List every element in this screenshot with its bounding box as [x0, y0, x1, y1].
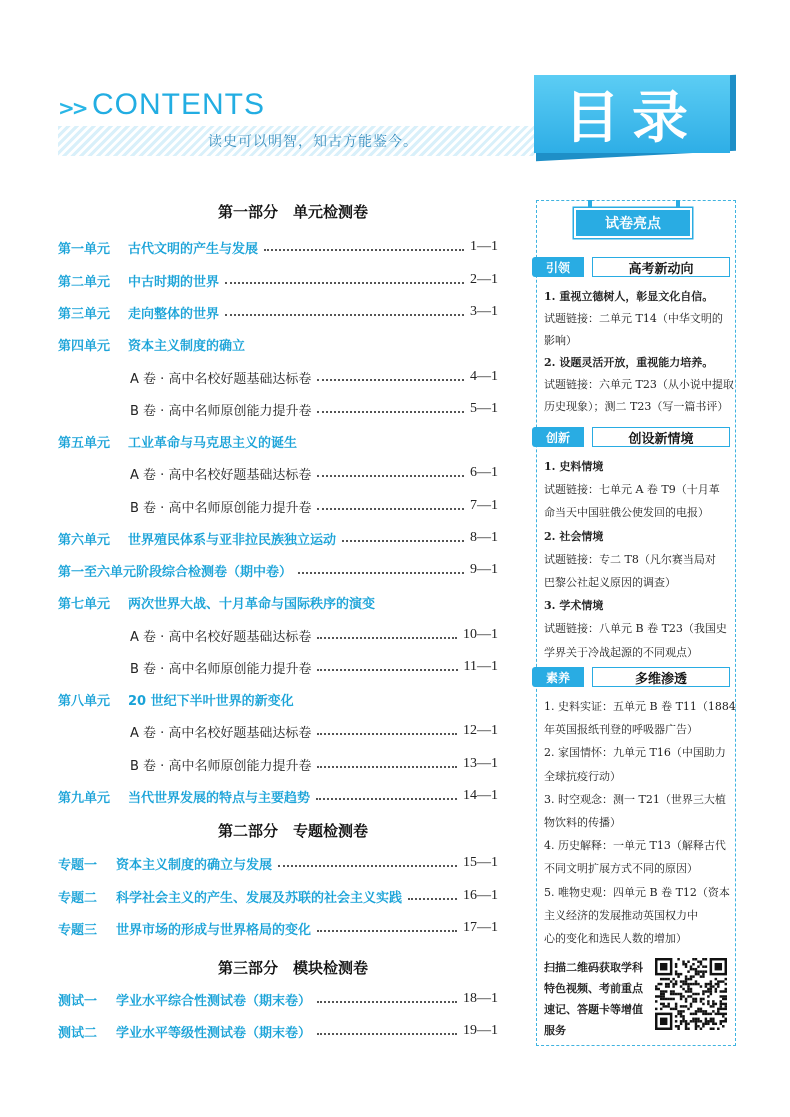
page-number: 5—1 [470, 401, 498, 416]
toc-unit-number: 第三单元 [58, 306, 111, 322]
part-heading: 第二部分 专题检测卷 [217, 822, 368, 840]
sidebar-line: 主义经济的发展推动英国权力中 [544, 909, 698, 922]
leader-dots [408, 898, 457, 900]
toc-row[interactable] [58, 334, 498, 354]
part-heading: 第一部分 单元检测卷 [217, 203, 368, 221]
section-tag: 创新 [532, 427, 584, 447]
toc-row[interactable] [130, 496, 498, 516]
page-number: 16—1 [463, 888, 498, 903]
qr-caption: 扫描二维码获取学科特色视频、考前重点速记、答题卡等增值服务 [544, 961, 643, 1037]
toc-unit-number: 第四单元 [58, 338, 111, 354]
toc-row[interactable] [58, 989, 498, 1009]
sidebar-line: 命当天中国驻俄公使发回的电报） [544, 506, 709, 519]
toc-title: A 卷 · 高中名校好题基础达标卷 [130, 371, 312, 387]
toc-title: A 卷 · 高中名校好题基础达标卷 [130, 467, 312, 483]
highlights-tab: 试卷亮点 [574, 208, 692, 238]
leader-dots [317, 930, 457, 932]
toc-title: 世界市场的形成与世界格局的变化 [116, 922, 312, 938]
toc-row[interactable] [130, 625, 498, 645]
sidebar-line: 2. 设题灵活开放，重视能力培养。 [544, 356, 714, 369]
toc-row[interactable] [58, 270, 498, 290]
sidebar-line: 试题链接：六单元 T23（从小说中提取 [544, 378, 734, 391]
sidebar-line: 1. 史料情境 [544, 460, 604, 473]
page-number: 6—1 [470, 465, 498, 480]
section-name: 多维渗透 [592, 667, 730, 687]
leader-dots [316, 798, 457, 800]
section-name: 创设新情境 [592, 427, 730, 447]
toc-row[interactable] [58, 853, 498, 873]
toc-row[interactable] [58, 431, 498, 451]
sidebar-section-header [532, 257, 730, 277]
page-number: 9—1 [470, 562, 498, 577]
leader-dots [298, 572, 464, 574]
chevron-decoration: >> [58, 96, 86, 120]
sidebar-line: 物饮料的传播） [544, 816, 621, 829]
toc-title: 古代文明的产生与发展 [128, 241, 259, 257]
toc-row[interactable] [58, 560, 498, 580]
page-number: 17—1 [463, 920, 498, 935]
toc-row[interactable] [130, 367, 498, 387]
page-number: 12—1 [463, 723, 498, 738]
toc-row[interactable] [130, 399, 498, 419]
sidebar-line: 年英国报纸刊登的呼吸器广告） [544, 723, 698, 736]
toc-row[interactable] [58, 1021, 498, 1041]
toc-title: A 卷 · 高中名校好题基础达标卷 [130, 725, 312, 741]
page-number: 11—1 [463, 659, 498, 674]
toc-unit-number: 测试一 [58, 993, 98, 1009]
toc-unit-number: 第一单元 [58, 241, 111, 257]
toc-title: B 卷 · 高中名师原创能力提升卷 [130, 758, 312, 774]
sidebar-line: 影响） [544, 334, 577, 347]
page-number: 15—1 [463, 855, 498, 870]
toc-row[interactable] [130, 721, 498, 741]
toc-row[interactable] [58, 918, 498, 938]
toc-unit-number: 专题二 [58, 890, 98, 906]
sidebar-line: 试题链接：二单元 T14（中华文明的 [544, 312, 723, 325]
leader-dots [225, 282, 464, 284]
sidebar-section-header [532, 667, 730, 687]
toc-title: 科学社会主义的产生、发展及苏联的社会主义实践 [116, 890, 403, 906]
sidebar-line: 全球抗疫行动） [544, 770, 621, 783]
leader-dots [317, 508, 464, 510]
motto: 读史可以明智，知古方能鉴今。 [208, 134, 418, 150]
toc-row[interactable] [58, 528, 498, 548]
page-number: 3—1 [470, 304, 498, 319]
toc-row[interactable] [58, 592, 498, 612]
part-heading: 第三部分 模块检测卷 [217, 959, 368, 977]
leader-dots [317, 766, 457, 768]
leader-dots [317, 733, 457, 735]
toc-title: B 卷 · 高中名师原创能力提升卷 [130, 661, 312, 677]
toc-title: A 卷 · 高中名校好题基础达标卷 [130, 629, 312, 645]
toc-title: 当代世界发展的特点与主要趋势 [128, 790, 311, 806]
sidebar-line: 3. 学术情境 [544, 599, 604, 612]
page-number: 8—1 [470, 530, 498, 545]
leader-dots [317, 669, 457, 671]
page-number: 13—1 [463, 756, 498, 771]
toc-unit-number: 专题一 [58, 857, 98, 873]
sidebar-line: 试题链接：八单元 B 卷 T23（我国史 [544, 622, 727, 635]
toc-row[interactable] [130, 657, 498, 677]
sidebar-line: 2. 社会情境 [544, 530, 604, 543]
page-number: 1—1 [470, 239, 498, 254]
sidebar-line: 巴黎公社起义原因的调查） [544, 576, 676, 589]
toc-row[interactable] [58, 237, 498, 257]
toc-unit-number: 第九单元 [58, 790, 111, 806]
toc-unit-number: 第六单元 [58, 532, 111, 548]
toc-row[interactable] [130, 463, 498, 483]
leader-dots [317, 379, 464, 381]
leader-dots [317, 475, 464, 477]
toc-title: 20 世纪下半叶世界的新变化 [128, 693, 294, 709]
toc-title: B 卷 · 高中名师原创能力提升卷 [130, 500, 312, 516]
page-number: 18—1 [463, 991, 498, 1006]
sidebar-line: 不同文明扩展方式不同的原因） [544, 862, 698, 875]
leader-dots [317, 1033, 457, 1035]
qr-code-icon[interactable] [655, 958, 727, 1030]
sidebar-line: 1. 史料实证：五单元 B 卷 T11（1884 [544, 700, 736, 713]
toc-row[interactable] [58, 886, 498, 906]
leader-dots [278, 865, 457, 867]
toc-row[interactable] [58, 786, 498, 806]
page-number: 14—1 [463, 788, 498, 803]
toc-title: 学业水平综合性测试卷（期末卷） [116, 993, 312, 1009]
contents-label: CONTENTS [92, 88, 265, 121]
toc-unit-number: 专题三 [58, 922, 98, 938]
leader-dots [317, 1001, 457, 1003]
toc-unit-number: 第八单元 [58, 693, 111, 709]
leader-dots [317, 411, 464, 413]
toc-title: 中古时期的世界 [128, 274, 220, 290]
leader-dots [225, 314, 464, 316]
sidebar-line: 3. 时空观念：测一 T21（世界三大植 [544, 793, 726, 806]
sidebar-line: 5. 唯物史观：四单元 B 卷 T12（资本 [544, 886, 730, 899]
mulu-title: 目录 [534, 75, 730, 153]
toc-title: 资本主义制度的确立 [128, 338, 246, 354]
page-number: 4—1 [470, 369, 498, 384]
section-tag: 素养 [532, 667, 584, 687]
toc-row[interactable] [58, 302, 498, 322]
sidebar-section-header [532, 427, 730, 447]
toc-unit-number: 测试二 [58, 1025, 98, 1041]
sidebar-line: 4. 历史解释：一单元 T13（解释古代 [544, 839, 726, 852]
toc-title: 走向整体的世界 [128, 306, 220, 322]
section-tag: 引领 [532, 257, 584, 277]
toc-title: 资本主义制度的确立与发展 [116, 857, 273, 873]
sidebar-line: 1. 重视立德树人，彰显文化自信。 [544, 290, 714, 303]
sidebar-line: 试题链接：七单元 A 卷 T9（十月革 [544, 483, 720, 496]
leader-dots [317, 637, 457, 639]
sidebar-line: 学界关于冷战起源的不同观点） [544, 646, 698, 659]
toc-unit-number: 第二单元 [58, 274, 111, 290]
page-number: 2—1 [470, 272, 498, 287]
toc-title: 第一至六单元阶段综合检测卷（期中卷） [58, 564, 293, 580]
page-number: 7—1 [470, 498, 498, 513]
sidebar-line: 历史现象）；测二 T23（写一篇书评） [544, 400, 729, 413]
sidebar-line: 2. 家国情怀：九单元 T16（中国助力 [544, 746, 726, 759]
toc-title: 世界殖民体系与亚非拉民族独立运动 [128, 532, 337, 548]
toc-unit-number: 第五单元 [58, 435, 111, 451]
leader-dots [264, 249, 464, 251]
sidebar-line: 试题链接：专二 T8（凡尔赛当局对 [544, 553, 716, 566]
page-number: 19—1 [463, 1023, 498, 1038]
leader-dots [342, 540, 464, 542]
toc-row[interactable] [58, 689, 498, 709]
section-name: 高考新动向 [592, 257, 730, 277]
toc-row[interactable] [130, 754, 498, 774]
toc-unit-number: 第七单元 [58, 596, 111, 612]
toc-title: 学业水平等级性测试卷（期末卷） [116, 1025, 312, 1041]
toc-title: B 卷 · 高中名师原创能力提升卷 [130, 403, 312, 419]
toc-title: 两次世界大战、十月革命与国际秩序的演变 [128, 596, 376, 612]
sidebar-line: 心的变化和选民人数的增加） [544, 932, 687, 945]
page-number: 10—1 [463, 627, 498, 642]
toc-title: 工业革命与马克思主义的诞生 [128, 435, 298, 451]
